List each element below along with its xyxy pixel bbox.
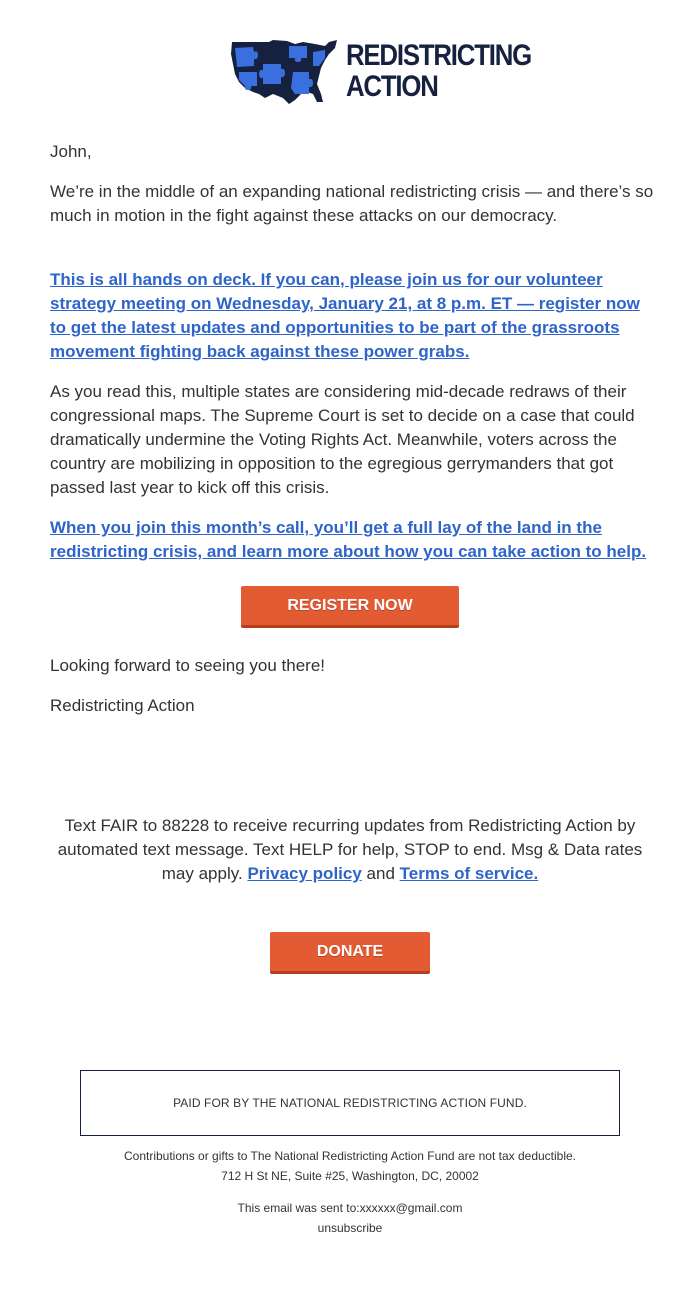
closing-line: Looking forward to seeing you there!: [50, 656, 326, 675]
sms-and: and: [366, 864, 395, 883]
paid-for-disclaimer: PAID FOR BY THE NATIONAL REDISTRICTING ACTION FUND.: [80, 1070, 620, 1136]
call-info-link[interactable]: When you join this month’s call, you’ll get a full lay of the land in the redistricting crisis, and learn more about how you can take action to help.: [50, 518, 647, 561]
unsubscribe-row: [0, 1218, 700, 1238]
meeting-register-link[interactable]: This is all hands on deck. If you can, please join us for our volunteer strategy meeting on Wednesday, January 21, at 8 p.m. ET — register now to get the latest updates and opportunities to be part of the grassroots movement fighting back against these power grabs.: [50, 270, 640, 361]
register-now-button[interactable]: REGISTER NOW: [241, 586, 459, 628]
intro-paragraph: We’re in the middle of an expanding national redistricting crisis — and there’s so much in motion in the fight against these attacks on our democracy.: [50, 182, 654, 225]
terms-of-service-link[interactable]: Terms of service.: [399, 864, 539, 883]
logo-line-2: ACTION: [346, 70, 438, 103]
sms-text: Text FAIR to 88228 to receive recurring updates from Redistricting Action by automated text message. Text HELP for help, STOP to end. Msg & Data rates may apply.: [57, 816, 643, 883]
mailing-address: 712 H St NE, Suite #25, Washington, DC, 20002: [221, 1169, 479, 1183]
donate-button[interactable]: DONATE: [270, 932, 430, 974]
sms-disclaimer: [40, 814, 660, 886]
redistricting-action-logo[interactable]: [229, 38, 532, 106]
sent-to-notice: This email was sent to:xxxxxx@gmail.com: [237, 1201, 463, 1215]
privacy-policy-link[interactable]: Privacy policy: [247, 864, 362, 883]
logo-wordmark: [346, 40, 531, 102]
us-map-puzzle-icon: [229, 38, 341, 106]
logo-line-1: REDISTRICTING: [346, 39, 532, 72]
greeting: John,: [50, 142, 92, 161]
crisis-paragraph: As you read this, multiple states are considering mid-decade redraws of their congressional maps. The Supreme Court is set to decide on a case that could dramatically undermine the Voting Rights Act. Meanwhile, voters across the country are mobilizing in opposition to the egregious gerrymanders that got passed last year to kick off this crisis.: [50, 382, 635, 497]
signature: Redistricting Action: [50, 696, 195, 715]
tax-disclaimer: Contributions or gifts to The National Redistricting Action Fund are not tax deductible.: [123, 1149, 577, 1163]
unsubscribe-link[interactable]: unsubscribe: [317, 1221, 383, 1235]
